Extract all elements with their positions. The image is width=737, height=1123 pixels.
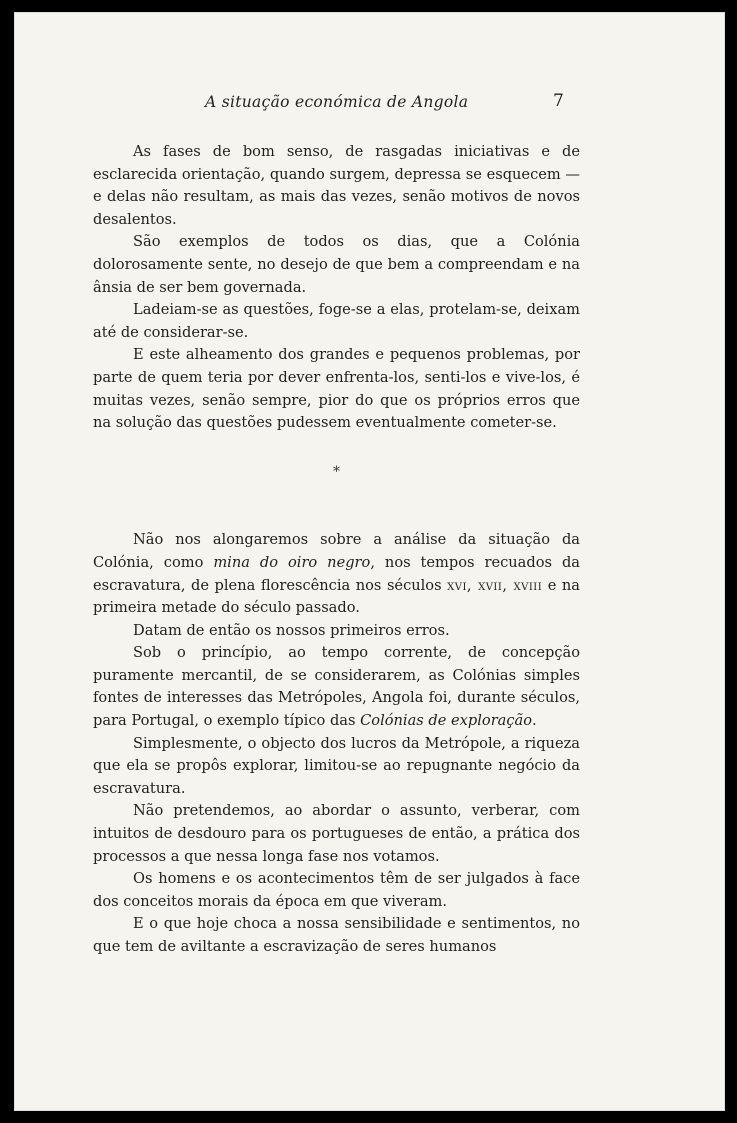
page-number: 7 xyxy=(553,91,564,111)
paragraph: São exemplos de todos os dias, que a Colónia dolorosamente sente, no desejo de que bem a compreendam e na ânsia de ser bem governada. xyxy=(93,233,580,296)
paragraph: Datam de então os nossos primeiros erros. xyxy=(133,621,450,639)
book-page xyxy=(14,12,725,1111)
paragraph: Não pretendemos, ao abordar o assunto, verberar, com intuitos de desdouro para os portugueses de então, a prática dos processos a que nessa longa fase nos votamos. xyxy=(93,802,580,865)
paragraph: Os homens e os acontecimentos têm de ser julgados à face dos conceitos morais da época em que viveram. xyxy=(93,870,580,910)
text-run: Não nos alongaremos sobre a análise da situação da Colónia, como xyxy=(93,531,580,571)
running-title: A situação económica de Angola xyxy=(205,93,469,111)
paragraph: E este alheamento dos grandes e pequenos problemas, por parte de quem teria por dever enfrenta-los, senti-los e vive-los, é muitas vezes, senão sempre, pior do que os próprios erros que na solução das questões pudessem eventualmente cometer-se. xyxy=(93,346,580,432)
page-header xyxy=(15,93,724,117)
text-run: e na primeira metade do século passado. xyxy=(93,576,581,617)
paragraph xyxy=(93,642,580,732)
text-run: . xyxy=(532,712,537,730)
text-run: Sob o princípio, ao tempo corrente, de concepção puramente mercantil, de se considerarem, as Colónias simples fontes de interesses das Metrópoles, Angola foi, durante séculos, para Portugal, o exemplo típico das xyxy=(93,644,580,730)
century-numerals: xvi, xvii, xviii xyxy=(447,576,543,594)
italic-term: mina do oiro negro xyxy=(213,553,371,571)
paragraph: Ladeiam-se as questões, foge-se a elas, protelam-se, deixam até de considerar-se. xyxy=(93,301,580,341)
paragraph: Simplesmente, o objecto dos lucros da Metrópole, a riqueza que ela se propôs explorar, limitou-se ao repugnante negócio da escravatura. xyxy=(93,734,580,797)
paragraph: E o que hoje choca a nossa sensibilidade e sentimentos, no que tem de aviltante a escravização de seres humanos xyxy=(93,915,580,955)
paragraph: As fases de bom senso, de rasgadas iniciativas e de esclarecida orientação, quando surgem, depressa se esquecem — e delas não resultam, as mais das vezes, senão motivos de novos desalentos. xyxy=(93,143,580,228)
text-run: , nos tempos recuados da escravatura, de plena florescência nos séculos xyxy=(93,553,580,594)
italic-term: Colónias de exploração xyxy=(360,712,533,730)
body-text xyxy=(93,141,580,959)
section-separator: * xyxy=(333,463,340,480)
paragraph xyxy=(93,529,580,619)
